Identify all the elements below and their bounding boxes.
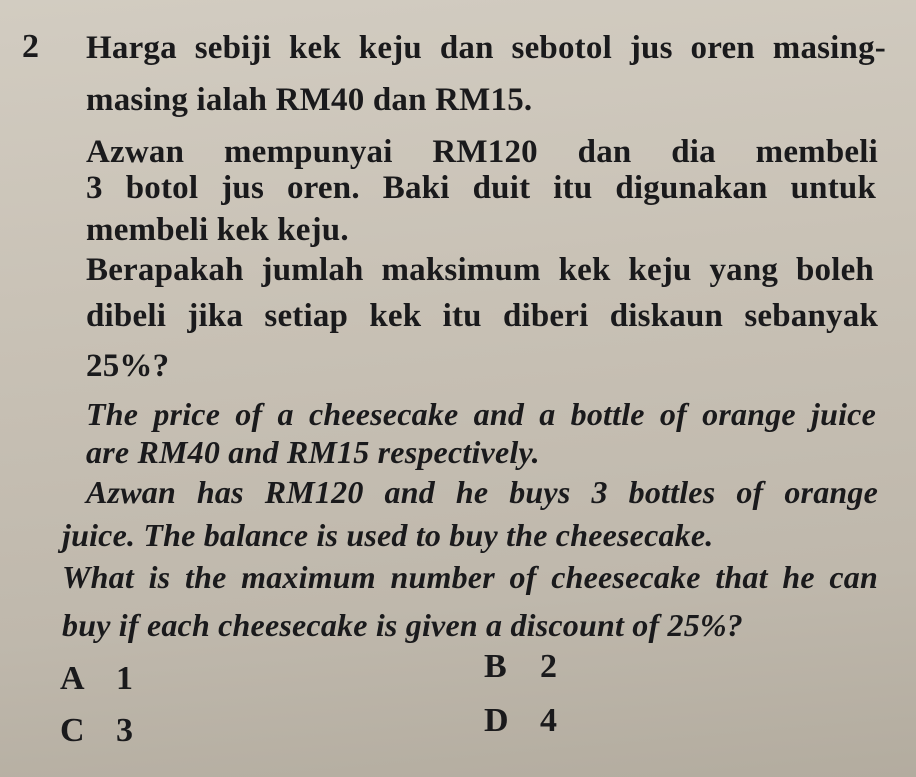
question-number: 2 [22, 28, 39, 65]
option-a[interactable] [60, 660, 133, 698]
malay-line-4: 3 botol jus oren. Baki duit itu digunakan untuk [86, 170, 876, 206]
malay-line-2: masing ialah RM40 dan RM15. [86, 82, 533, 118]
english-line-4: juice. The balance is used to buy the cheesecake. [62, 517, 714, 553]
english-line-3: Azwan has RM120 and he buys 3 bottles of orange [86, 474, 878, 510]
english-line-1: The price of a cheesecake and a bottle of orange juice [86, 396, 876, 432]
option-b-letter: B [484, 648, 507, 685]
option-b[interactable] [484, 648, 557, 686]
option-d-letter: D [484, 702, 509, 739]
malay-line-3: Azwan mempunyai RM120 dan dia membeli [86, 134, 878, 170]
option-d[interactable] [484, 702, 557, 740]
option-a-letter: A [60, 660, 85, 697]
option-d-value: 4 [540, 702, 557, 739]
malay-line-6: Berapakah jumlah maksimum kek keju yang boleh [86, 252, 874, 288]
english-line-5: What is the maximum number of cheesecake that he can [62, 559, 878, 595]
option-c[interactable] [60, 712, 133, 750]
option-a-value: 1 [116, 660, 133, 697]
english-line-2: are RM40 and RM15 respectively. [86, 434, 540, 470]
english-line-6: buy if each cheesecake is given a discount of 25%? [62, 607, 743, 643]
malay-line-8: 25%? [86, 348, 170, 384]
malay-line-7: dibeli jika setiap kek itu diberi diskaun sebanyak [86, 298, 878, 334]
option-c-value: 3 [116, 712, 133, 749]
option-b-value: 2 [540, 648, 557, 685]
malay-line-1: Harga sebiji kek keju dan sebotol jus oren masing- [86, 30, 886, 66]
malay-line-5: membeli kek keju. [86, 212, 349, 248]
option-c-letter: C [60, 712, 85, 749]
